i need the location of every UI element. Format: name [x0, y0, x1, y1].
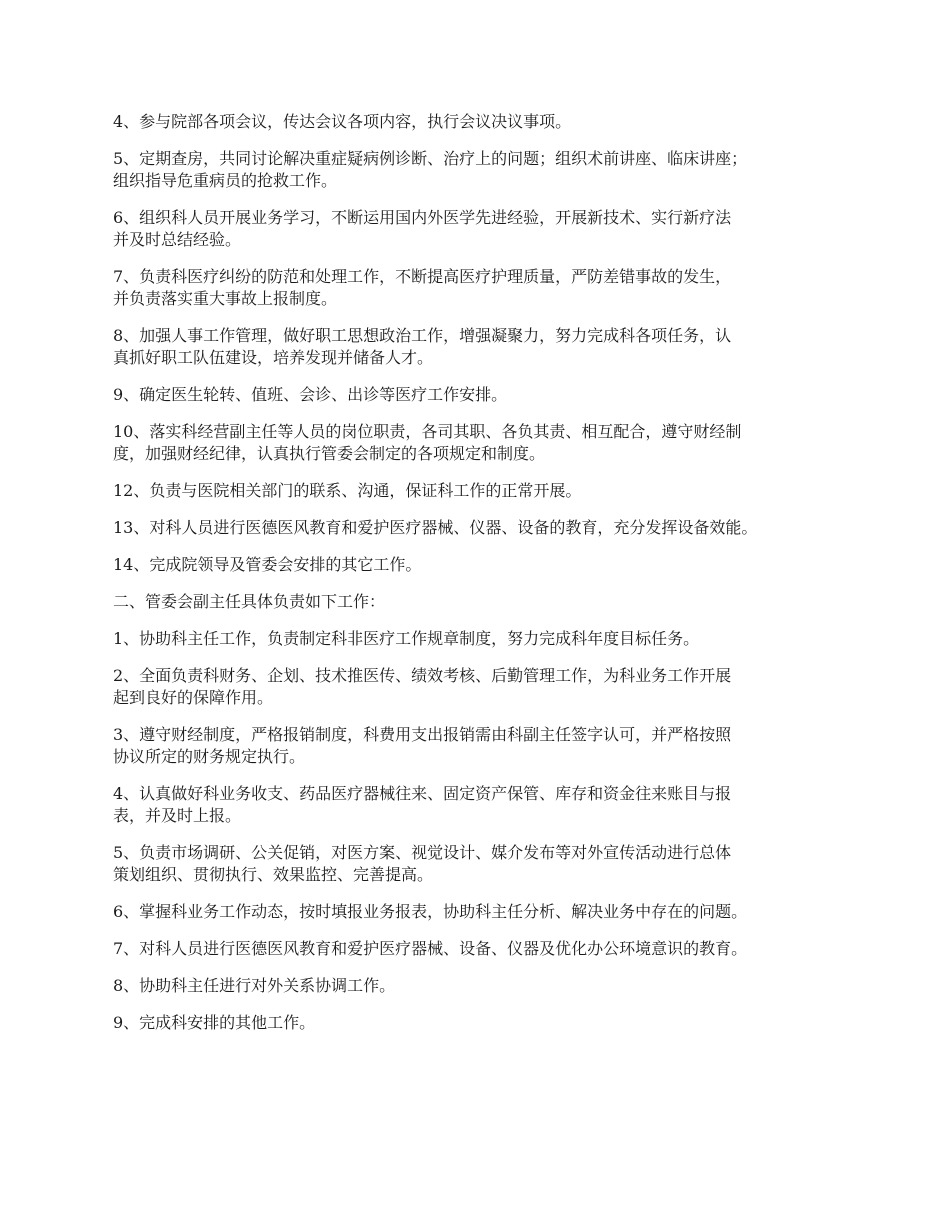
- paragraph-line: 二、管委会副主任具体负责如下工作：: [113, 592, 386, 611]
- paragraph-line: 5、负责市场调研、公关促销，对医方案、视觉设计、媒介发布等对外宣传活动进行总体: [113, 843, 732, 862]
- paragraph-line: 9、确定医生轮转、值班、会诊、出诊等医疗工作安排。: [113, 385, 508, 404]
- paragraph-line: 8、协助科主任进行对外关系协调工作。: [113, 976, 396, 995]
- document-body: [113, 111, 853, 1049]
- paragraph-line: 8、加强人事工作管理，做好职工思想政治工作，增强凝聚力，努力完成科各项任务，认: [113, 326, 732, 345]
- paragraph-line: 1、协助科主任工作，负责制定科非医疗工作规章制度，努力完成科年度目标任务。: [113, 629, 700, 648]
- paragraph-line: 4、参与院部各项会议，传达会议各项内容，执行会议决议事项。: [113, 112, 572, 131]
- paragraph-line: 12、负责与医院相关部门的联系、沟通，保证科工作的正常开展。: [113, 481, 582, 500]
- paragraph: [113, 1012, 853, 1034]
- paragraph-line: 4、认真做好科业务收支、药品医疗器械往来、固定资产保管、库存和资金往来账目与报: [113, 784, 732, 803]
- paragraph: [113, 842, 853, 886]
- paragraph: [113, 207, 853, 251]
- paragraph-line: 起到良好的保障作用。: [113, 688, 274, 707]
- paragraph-line: 2、全面负责科财务、企划、技术推医传、绩效考核、后勤管理工作，为科业务工作开展: [113, 666, 732, 685]
- paragraph: [113, 783, 853, 827]
- paragraph-line: 13、对科人员进行医德医风教育和爱护医疗器械、仪器、设备的教育，充分发挥设备效能。: [113, 518, 758, 537]
- paragraph: [113, 111, 853, 133]
- paragraph: [113, 421, 853, 465]
- paragraph: [113, 384, 853, 406]
- paragraph: [113, 938, 853, 960]
- paragraph: [113, 901, 853, 923]
- paragraph-line: 度，加强财经纪律，认真执行管委会制定的各项规定和制度。: [113, 444, 546, 463]
- paragraph-line: 协议所定的财务规定执行。: [113, 747, 306, 766]
- paragraph-line: 表，并及时上报。: [113, 806, 242, 825]
- paragraph-line: 真抓好职工队伍建设，培养发现并储备人才。: [113, 348, 434, 367]
- paragraph: [113, 554, 853, 576]
- paragraph-line: 14、完成院领导及管委会安排的其它工作。: [113, 555, 422, 574]
- paragraph-line: 6、掌握科业务工作动态，按时填报业务报表，协助科主任分析、解决业务中存在的问题。: [113, 902, 748, 921]
- paragraph: [113, 724, 853, 768]
- paragraph-line: 并及时总结经验。: [113, 230, 242, 249]
- paragraph: [113, 148, 853, 192]
- paragraph-line: 7、负责科医疗纠纷的防范和处理工作，不断提高医疗护理质量，严防差错事故的发生，: [113, 267, 732, 286]
- paragraph-line: 6、组织科人员开展业务学习，不断运用国内外医学先进经验，开展新技术、实行新疗法: [113, 208, 732, 227]
- paragraph: [113, 266, 853, 310]
- paragraph-line: 策划组织、贯彻执行、效果监控、完善提高。: [113, 865, 434, 884]
- paragraph-line: 7、对科人员进行医德医风教育和爱护医疗器械、设备、仪器及优化办公环境意识的教育。: [113, 939, 748, 958]
- paragraph-line: 9、完成科安排的其他工作。: [113, 1013, 316, 1032]
- paragraph: [113, 480, 853, 502]
- paragraph: [113, 665, 853, 709]
- paragraph-line: 5、定期查房，共同讨论解决重症疑病例诊断、治疗上的问题；组织术前讲座、临床讲座；: [113, 149, 748, 168]
- paragraph: [113, 628, 853, 650]
- paragraph-line: 10、落实科经营副主任等人员的岗位职责，各司其职、各负其责、相互配合，遵守财经制: [113, 422, 742, 441]
- paragraph: [113, 591, 853, 613]
- paragraph-line: 组织指导危重病员的抢救工作。: [113, 171, 338, 190]
- paragraph-line: 3、遵守财经制度，严格报销制度，科费用支出报销需由科副主任签字认可，并严格按照: [113, 725, 732, 744]
- paragraph: [113, 975, 853, 997]
- paragraph: [113, 517, 853, 539]
- paragraph-line: 并负责落实重大事故上报制度。: [113, 289, 338, 308]
- paragraph: [113, 325, 853, 369]
